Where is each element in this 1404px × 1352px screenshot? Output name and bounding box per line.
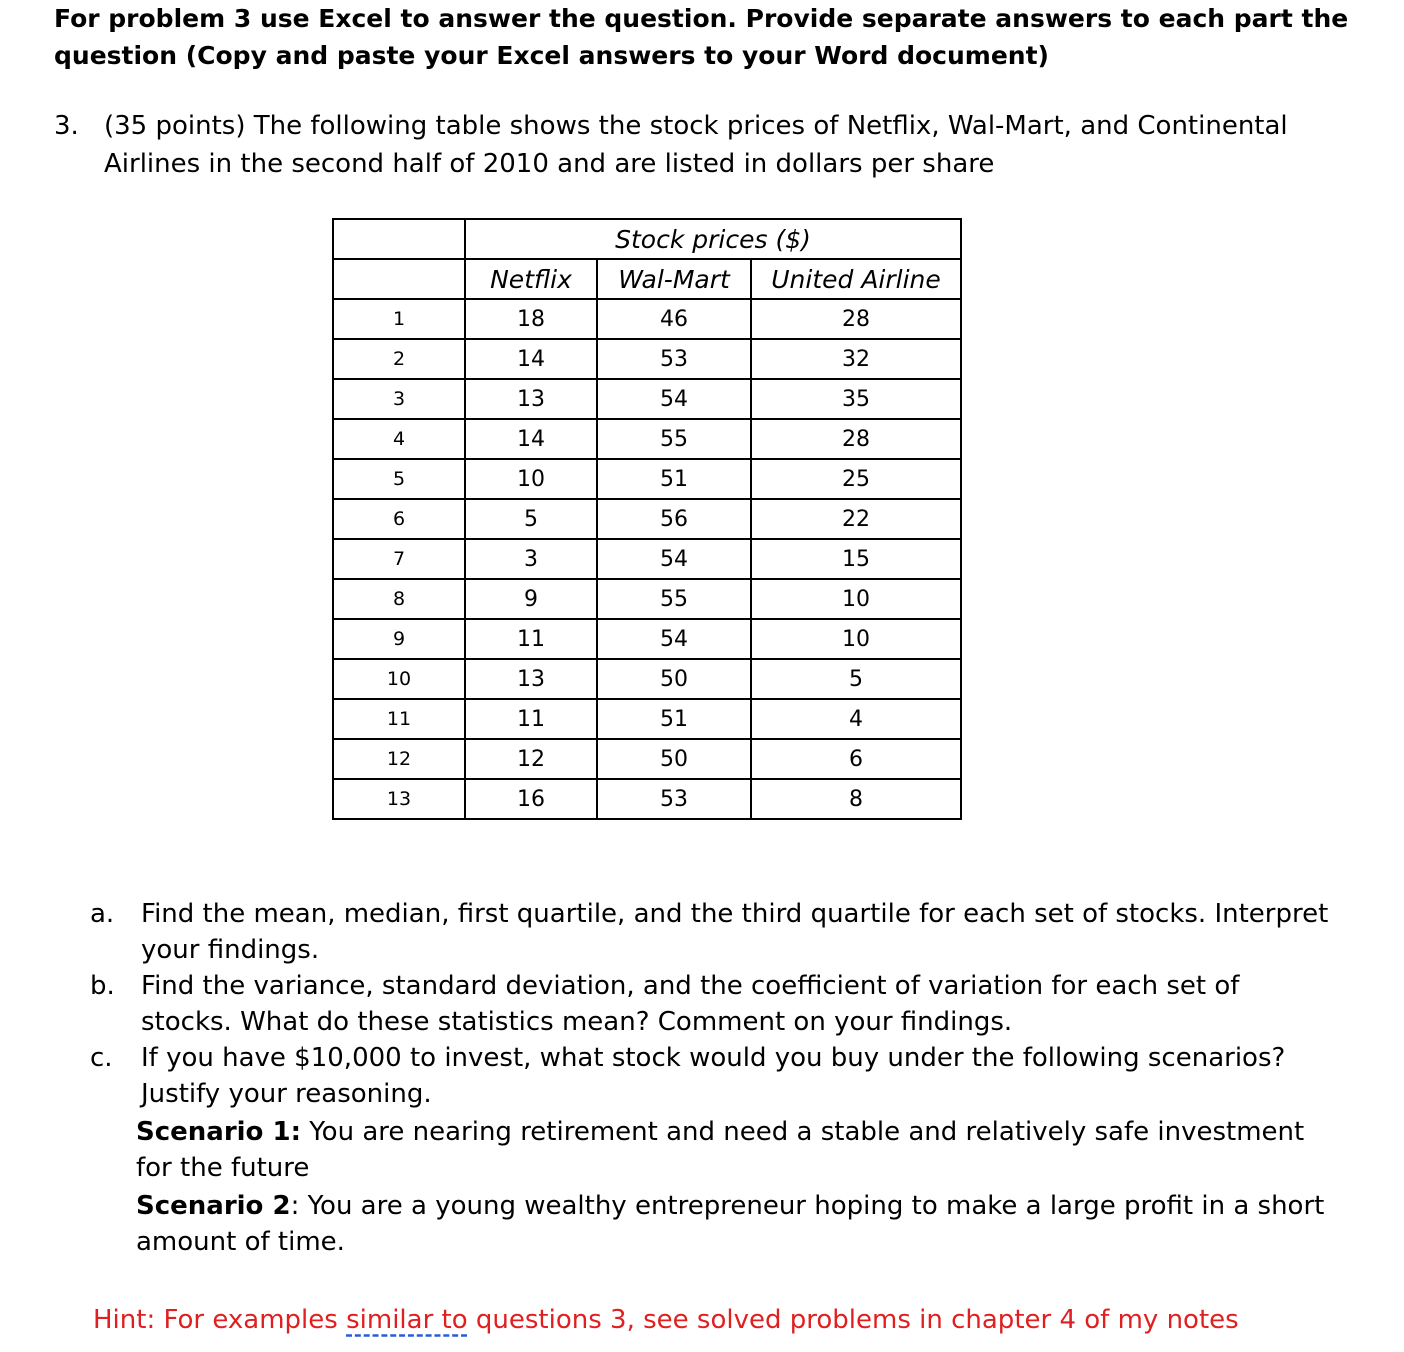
row-index-cell: 12 <box>333 739 465 779</box>
hint-before: Hint: For examples <box>93 1305 347 1335</box>
hint-after: questions 3, see solved problems in chapter 4 of my notes <box>467 1305 1239 1335</box>
part-c-label: c. <box>90 1043 113 1073</box>
scenario-1-label: Scenario 1: <box>136 1117 301 1147</box>
table-row <box>333 339 961 379</box>
row-index-cell: 1 <box>333 299 465 339</box>
united-airline-cell: 8 <box>751 779 961 819</box>
united-airline-cell: 10 <box>751 619 961 659</box>
united-airline-cell: 10 <box>751 579 961 619</box>
netflix-cell: 10 <box>465 459 597 499</box>
row-index-cell: 6 <box>333 499 465 539</box>
scenario-1-text: You are nearing retirement and need a stable and relatively safe investment for the future <box>136 1117 1305 1183</box>
netflix-cell: 11 <box>465 699 597 739</box>
hint-text <box>93 1302 1239 1338</box>
row-index-cell: 11 <box>333 699 465 739</box>
part-b-text: Find the variance, standard deviation, and the coefficient of variation for each set of stocks. What do these statistics mean? Comment on your findings. <box>141 971 1240 1037</box>
united-airline-cell: 22 <box>751 499 961 539</box>
column-header-walmart: Wal-Mart <box>597 259 751 299</box>
united-airline-cell: 4 <box>751 699 961 739</box>
netflix-cell: 18 <box>465 299 597 339</box>
netflix-cell: 13 <box>465 379 597 419</box>
row-index-cell: 4 <box>333 419 465 459</box>
walmart-cell: 55 <box>597 579 751 619</box>
table-row <box>333 579 961 619</box>
table-column-header-row <box>333 259 961 299</box>
table-group-header-row <box>333 219 961 259</box>
walmart-cell: 55 <box>597 419 751 459</box>
united-airline-cell: 32 <box>751 339 961 379</box>
walmart-cell: 51 <box>597 699 751 739</box>
part-c-text: If you have $10,000 to invest, what stock would you buy under the following scenarios? Justify your reasoning. <box>141 1043 1286 1109</box>
row-index-cell: 9 <box>333 619 465 659</box>
stock-prices-table <box>332 218 962 820</box>
united-airline-cell: 25 <box>751 459 961 499</box>
part-a-text: Find the mean, median, first quartile, and the third quartile for each set of stocks. Interpret your findings. <box>141 899 1329 965</box>
table-body <box>333 299 961 819</box>
table-row <box>333 539 961 579</box>
walmart-cell: 50 <box>597 659 751 699</box>
table-row <box>333 459 961 499</box>
row-index-cell: 10 <box>333 659 465 699</box>
part-b <box>90 968 1330 1040</box>
walmart-cell: 54 <box>597 539 751 579</box>
row-index-cell: 13 <box>333 779 465 819</box>
part-a-label: a. <box>90 899 115 929</box>
row-index-cell: 8 <box>333 579 465 619</box>
table-row <box>333 619 961 659</box>
united-airline-cell: 35 <box>751 379 961 419</box>
walmart-cell: 53 <box>597 779 751 819</box>
walmart-cell: 46 <box>597 299 751 339</box>
column-header-netflix: Netflix <box>465 259 597 299</box>
row-index-cell: 3 <box>333 379 465 419</box>
part-c <box>90 1040 1330 1112</box>
table-row <box>333 419 961 459</box>
netflix-cell: 14 <box>465 419 597 459</box>
hint-underlined: similar to <box>346 1305 468 1335</box>
walmart-cell: 53 <box>597 339 751 379</box>
scenario-2-text: : You are a young wealthy entrepreneur hoping to make a large profit in a short amount of time. <box>136 1191 1325 1257</box>
netflix-cell: 5 <box>465 499 597 539</box>
scenario-2-label: Scenario 2 <box>136 1191 291 1221</box>
table-row <box>333 659 961 699</box>
group-header-stock-prices: Stock prices ($) <box>465 219 961 259</box>
walmart-cell: 54 <box>597 619 751 659</box>
united-airline-cell: 28 <box>751 299 961 339</box>
part-a <box>90 896 1330 968</box>
table-row <box>333 299 961 339</box>
table-row <box>333 699 961 739</box>
scenario-2 <box>90 1188 1330 1260</box>
netflix-cell: 13 <box>465 659 597 699</box>
scenario-1 <box>90 1114 1330 1186</box>
table-row <box>333 379 961 419</box>
netflix-cell: 14 <box>465 339 597 379</box>
united-airline-cell: 6 <box>751 739 961 779</box>
netflix-cell: 9 <box>465 579 597 619</box>
united-airline-cell: 28 <box>751 419 961 459</box>
question-parts <box>90 896 1330 1260</box>
netflix-cell: 11 <box>465 619 597 659</box>
question-text: (35 points) The following table shows the stock prices of Netflix, Wal-Mart, and Continental Airlines in the second half of 2010 and are listed in dollars per share <box>104 111 1288 179</box>
row-index-cell: 5 <box>333 459 465 499</box>
walmart-cell: 54 <box>597 379 751 419</box>
instructions-heading: For problem 3 use Excel to answer the question. Provide separate answers to each part the question (Copy and paste your Excel answers to your Word document) <box>54 4 1349 70</box>
question-number: 3. <box>54 111 79 141</box>
row-index-cell: 7 <box>333 539 465 579</box>
column-header-united-airline: United Airline <box>751 259 961 299</box>
table-index-header-cell <box>333 259 465 299</box>
walmart-cell: 51 <box>597 459 751 499</box>
walmart-cell: 50 <box>597 739 751 779</box>
table-row <box>333 739 961 779</box>
walmart-cell: 56 <box>597 499 751 539</box>
table-row <box>333 499 961 539</box>
netflix-cell: 16 <box>465 779 597 819</box>
united-airline-cell: 5 <box>751 659 961 699</box>
table-row <box>333 779 961 819</box>
table-corner-cell <box>333 219 465 259</box>
netflix-cell: 3 <box>465 539 597 579</box>
united-airline-cell: 15 <box>751 539 961 579</box>
part-b-label: b. <box>90 971 115 1001</box>
row-index-cell: 2 <box>333 339 465 379</box>
netflix-cell: 12 <box>465 739 597 779</box>
